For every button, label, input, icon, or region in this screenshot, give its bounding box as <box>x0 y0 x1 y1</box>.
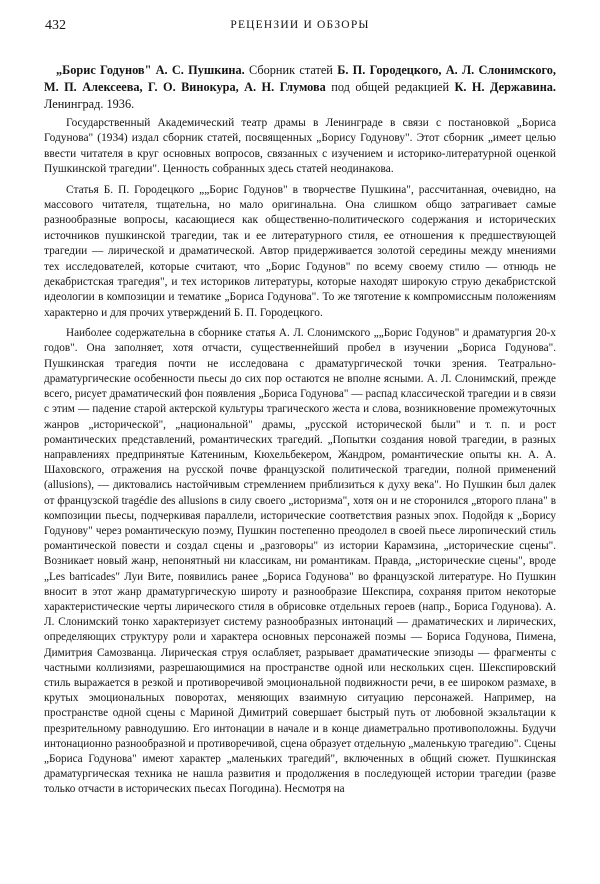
book-title: „Борис Годунов" А. С. Пушкина. <box>56 63 245 77</box>
collection-note: Сборник статей <box>249 63 333 77</box>
running-title: РЕЦЕНЗИИ И ОБЗОРЫ <box>230 19 370 31</box>
paragraph-gorodetsky: Статья Б. П. Городецкого „„Борис Годунов" в творчестве Пушкина", рассчитанная, очевидно, на массового читателя, тщательна, но мало оригинальна. Она слишком общо затрагивает самые разнообразные вопросы, касающиеся как общественно-политического содержания и исторических источников пушкинской трагедии, так и ее литературного стиля, ее отношения к предшествующей трагедии — лирической и драматической. Автор придерживается золотой середины между мнениями тех исследователей, которые считают, что „Борис Годунов" по всему своему стилю — отнюдь не декабристская трагедия", и тех историков литературы, которые находят широкую струю декабристской идеологии в композиции и тематике „Бориса Годунова". То же тяготение к компромиссным положениям характерно и для прочих утверждений Б. П. Городецкого. <box>44 183 556 319</box>
paragraph-slonimsky: Наиболее содержательна в сборнике статья А. Л. Слонимского „„Борис Годунов" и драматургия 20-х годов". Она заполняет, хотя отчасти, существеннейший пробел в изучении „Бориса Годунова". Пушкинская трагедия почти не исследована с драматургической точки зрения. Театрально-драматургические особенности пьесы до сих пор остаются не вполне ясными. А. Л. Слонимский, прежде всего, рисует драматический фон появления „Бориса Годунова" — распад классической трагедии и в связи с этим — падение старой актерской культуры трагического жеста и слова, возникновение промежуточных жанров „исторической", „национальной" драмы, „русской исторической были" и т. п. и рост романтических представлений, романтических трагедий. „Попытки создания новой трагедии, в разных направлениях предпринятые Катениным, Кюхельбекером, Жандром, романтические опыты кн. А. А. Шаховского, отражения на русской почве французской политической трагедии, полной применений (allusions), — диктовались настойчивым стремлением приблизиться к духу века". Но Пушкин был далек от французской tragédie des allusions в силу своего „историзма", хотя он и не сторонился „второго плана" в композиции пьесы, подчеркивая параллели, исторические соответствия разных эпох. Подойдя к „Борису Годунову" через романтическую поэму, Пушкин постепенно преодолел в своей пьесе лиропический стиль романтической повести и создал сцены и „разговоры" из истории Карамзина, „исторические сцены". Возникает новый жанр, непонятный ни классикам, ни романтикам. Правда, „исторические сцены", вроде „Les barricades" Луи Вите, появились ранее „Бориса Годунова" во французской литературе. Но Пушкин вносит в этот жанр драматургическую широту и разнообразие Шекспира, сохраняя притом некоторые характеристические черты лирического стиля в обрисовке отдельных героев (напр., Бориса Годунова). А. Л. Слонимский тонко характеризует систему разнообразных интонаций — драматических и лирических, определяющих структуру роли и характера основных персонажей поэмы — Бориса Годунова, Пимена, Димитрия Самозванца. Лирическая струя ослабляет, разрывает драматические эпизоды — фрагменты с частными коллизиями, разрешающимися на пространстве одной или нескольких сцен. Шекспировский стиль выражается в резкой и противоречивой эмоциональной подвижности речи, в ее широком размахе, в крутых эмоциональных поворотах, меняющих взаимную ситуацию персонажей. Например, на пространстве одной сцены с Мариной Димитрий совершает быстрый путь от любовной экзальтации к презрительному равнодушию. Его интонации в начале и в конце диаметрально противоположны. Будучи интонационно разнообразной и противоречивой, сцена образует отдельную „маленькую трагедию". Сцены „Бориса Годунова" имеют характер „маленьких трагедий", включенных в общий сюжет. Пушкинская драматургическая техника не нашла развития и продолжения в последующей истории трагедии (разве только отчасти в исторических пьесах Погодина). Несмотря на <box>44 327 556 796</box>
paragraph-intro: Государственный Академический театр драмы в Ленинграде в связи с постановкой „Бориса Годунова" (1934) издал сборник статей, посвященных „Борису Годунову". Этот сборник „имеет целью ввести читателя в круг основных вопросов, связанных с изучением и историко-литературной оценкой Пушкинской трагедии". Ценность собранных здесь статей неодинакова. <box>44 117 556 176</box>
page-number: 432 <box>45 18 66 33</box>
bibliographic-entry <box>44 62 556 113</box>
editor-label: под общей редакцией <box>331 80 450 94</box>
editor-name: К. Н. Державина. <box>454 80 557 94</box>
page-header <box>45 18 555 38</box>
place-year: Ленинград. 1936. <box>44 97 135 111</box>
article-content <box>44 62 556 798</box>
authors-list: Б. П. Городецкого, А. Л. Слонимского, М. П. Алексеева, Г. О. Винокура, А. Н. Глумова <box>44 63 557 94</box>
